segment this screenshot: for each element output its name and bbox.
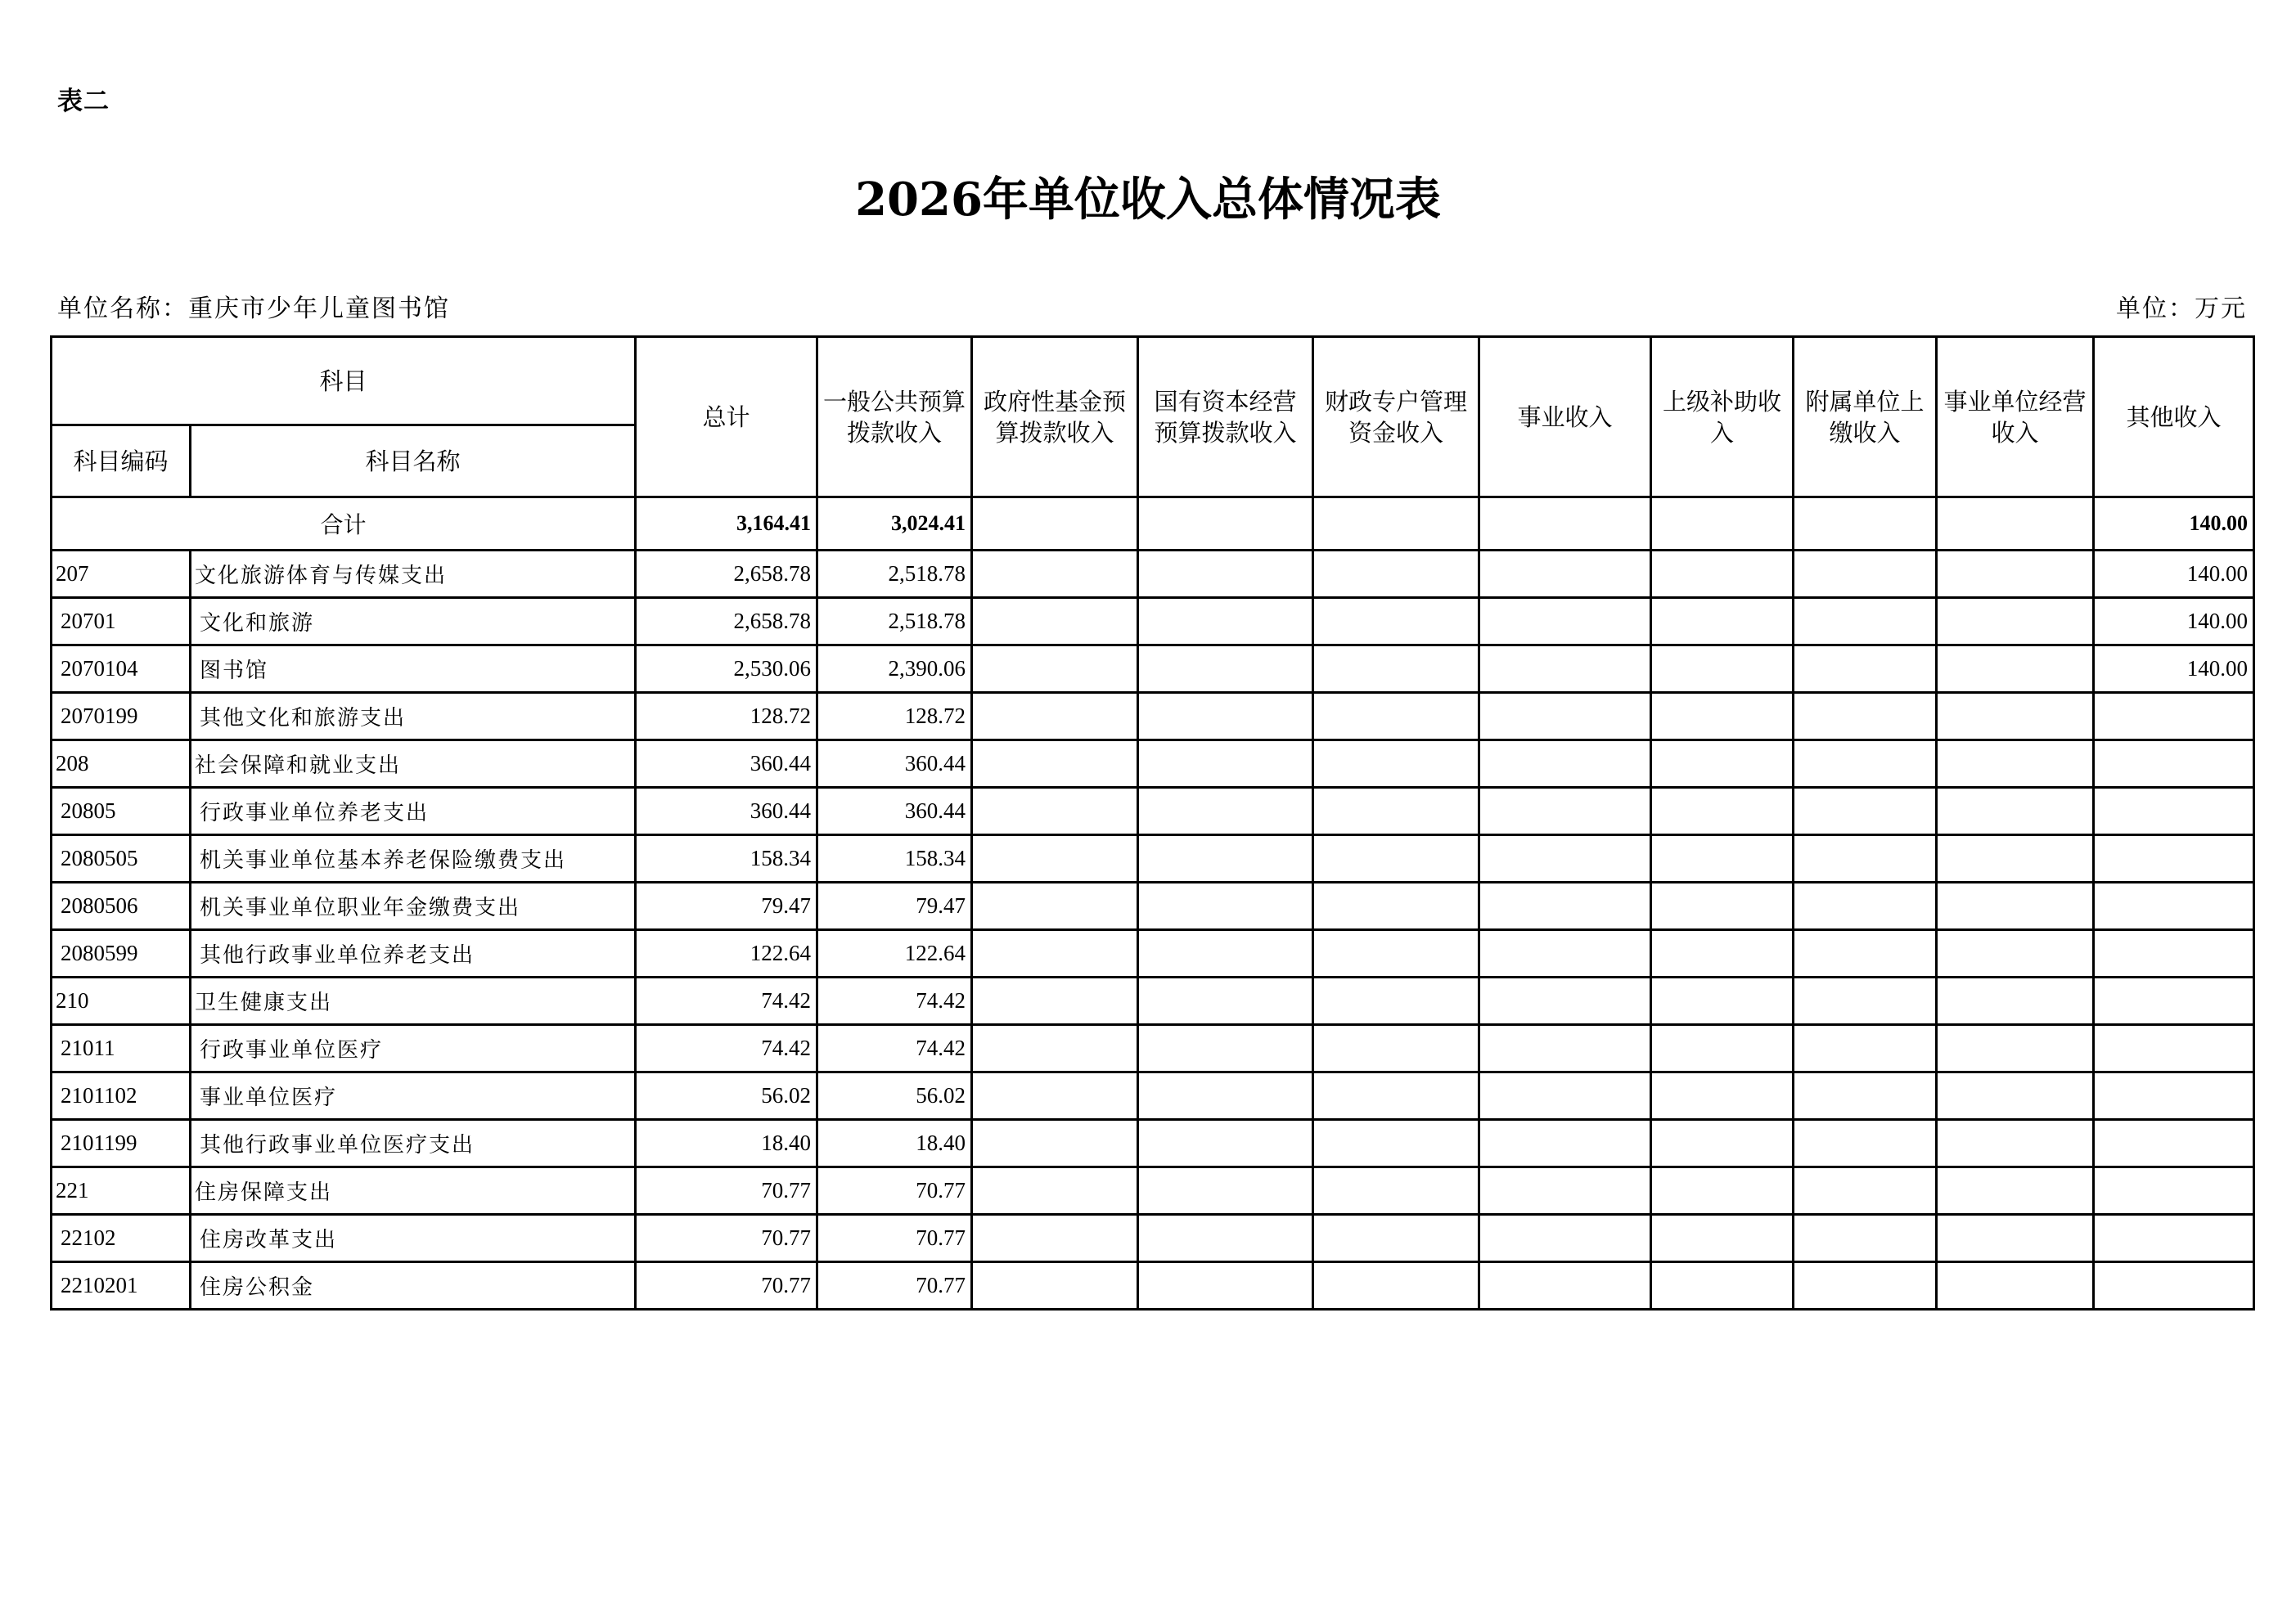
cell-affiliated-income	[1794, 1262, 1937, 1310]
cell-total: 74.42	[636, 978, 817, 1025]
cell-name: 机关事业单位基本养老保险缴费支出	[191, 835, 636, 883]
cell-gov-fund	[972, 930, 1138, 978]
cell-state-capital	[1138, 835, 1313, 883]
cell-operating-income	[1937, 883, 2094, 930]
cell-business-income	[1479, 978, 1651, 1025]
organization-name: 单位名称：重庆市少年儿童图书馆	[57, 294, 450, 323]
cell-business-income	[1479, 883, 1651, 930]
cell-business-income	[1479, 1025, 1651, 1072]
cell-code: 2070104	[52, 645, 191, 693]
cell-superior-subsidy	[1651, 1025, 1794, 1072]
cell-total: 70.77	[636, 1167, 817, 1215]
cell-special-fund	[1313, 645, 1479, 693]
total-label: 合计	[52, 497, 636, 551]
header-affiliated-income: 附属单位上缴收入	[1794, 337, 1937, 497]
cell-other-income: 140.00	[2094, 598, 2254, 645]
cell-general-budget: 56.02	[817, 1072, 972, 1120]
cell-code: 210	[52, 978, 191, 1025]
cell-superior-subsidy	[1651, 598, 1794, 645]
total-cell-affiliated-income	[1794, 497, 1937, 551]
cell-name: 文化和旅游	[191, 598, 636, 645]
cell-operating-income	[1937, 1215, 2094, 1262]
table-row	[52, 930, 2254, 978]
cell-special-fund	[1313, 1215, 1479, 1262]
table-row	[52, 1262, 2254, 1310]
total-cell-total: 3,164.41	[636, 497, 817, 551]
cell-gov-fund	[972, 740, 1138, 788]
cell-operating-income	[1937, 835, 2094, 883]
cell-special-fund	[1313, 1025, 1479, 1072]
cell-general-budget: 70.77	[817, 1215, 972, 1262]
cell-code: 2101199	[52, 1120, 191, 1167]
cell-total: 70.77	[636, 1215, 817, 1262]
cell-business-income	[1479, 1262, 1651, 1310]
cell-total: 122.64	[636, 930, 817, 978]
cell-operating-income	[1937, 1120, 2094, 1167]
cell-other-income	[2094, 693, 2254, 740]
cell-gov-fund	[972, 883, 1138, 930]
cell-superior-subsidy	[1651, 1215, 1794, 1262]
cell-operating-income	[1937, 930, 2094, 978]
cell-business-income	[1479, 788, 1651, 835]
cell-gov-fund	[972, 1072, 1138, 1120]
cell-special-fund	[1313, 1072, 1479, 1120]
cell-superior-subsidy	[1651, 788, 1794, 835]
cell-other-income	[2094, 1072, 2254, 1120]
cell-other-income	[2094, 883, 2254, 930]
cell-operating-income	[1937, 598, 2094, 645]
header-operating-income: 事业单位经营收入	[1937, 337, 2094, 497]
cell-business-income	[1479, 645, 1651, 693]
cell-operating-income	[1937, 1167, 2094, 1215]
cell-total: 18.40	[636, 1120, 817, 1167]
cell-superior-subsidy	[1651, 740, 1794, 788]
cell-other-income	[2094, 788, 2254, 835]
cell-operating-income	[1937, 1025, 2094, 1072]
table-row	[52, 1167, 2254, 1215]
cell-total: 158.34	[636, 835, 817, 883]
cell-code: 208	[52, 740, 191, 788]
cell-total: 128.72	[636, 693, 817, 740]
cell-business-income	[1479, 1072, 1651, 1120]
cell-other-income: 140.00	[2094, 551, 2254, 598]
total-cell-special-fund	[1313, 497, 1479, 551]
cell-superior-subsidy	[1651, 1072, 1794, 1120]
cell-general-budget: 2,390.06	[817, 645, 972, 693]
table-header	[52, 337, 2254, 551]
cell-code: 2210201	[52, 1262, 191, 1310]
header-business-income: 事业收入	[1479, 337, 1651, 497]
header-gov-fund: 政府性基金预算拨款收入	[972, 337, 1138, 497]
cell-gov-fund	[972, 835, 1138, 883]
cell-affiliated-income	[1794, 645, 1937, 693]
cell-general-budget: 122.64	[817, 930, 972, 978]
table-row	[52, 598, 2254, 645]
cell-total: 2,658.78	[636, 598, 817, 645]
cell-gov-fund	[972, 1120, 1138, 1167]
table-number-label: 表二	[57, 87, 110, 116]
table-row	[52, 1025, 2254, 1072]
cell-name: 卫生健康支出	[191, 978, 636, 1025]
cell-operating-income	[1937, 1072, 2094, 1120]
cell-superior-subsidy	[1651, 1167, 1794, 1215]
cell-special-fund	[1313, 788, 1479, 835]
cell-affiliated-income	[1794, 551, 1937, 598]
cell-special-fund	[1313, 693, 1479, 740]
cell-superior-subsidy	[1651, 1120, 1794, 1167]
header-superior-subsidy: 上级补助收入	[1651, 337, 1794, 497]
cell-operating-income	[1937, 1262, 2094, 1310]
cell-code: 2070199	[52, 693, 191, 740]
cell-name: 社会保障和就业支出	[191, 740, 636, 788]
cell-gov-fund	[972, 1262, 1138, 1310]
income-table	[50, 335, 2255, 1311]
cell-superior-subsidy	[1651, 551, 1794, 598]
cell-affiliated-income	[1794, 883, 1937, 930]
cell-code: 2101102	[52, 1072, 191, 1120]
cell-total: 56.02	[636, 1072, 817, 1120]
cell-affiliated-income	[1794, 1072, 1937, 1120]
currency-unit-label: 单位：万元	[2116, 294, 2247, 323]
cell-other-income	[2094, 1120, 2254, 1167]
cell-state-capital	[1138, 1262, 1313, 1310]
cell-general-budget: 18.40	[817, 1120, 972, 1167]
cell-state-capital	[1138, 930, 1313, 978]
cell-affiliated-income	[1794, 835, 1937, 883]
cell-special-fund	[1313, 1262, 1479, 1310]
cell-gov-fund	[972, 1215, 1138, 1262]
cell-total: 360.44	[636, 788, 817, 835]
cell-superior-subsidy	[1651, 930, 1794, 978]
total-cell-state-capital	[1138, 497, 1313, 551]
cell-name: 住房改革支出	[191, 1215, 636, 1262]
cell-special-fund	[1313, 835, 1479, 883]
cell-gov-fund	[972, 1025, 1138, 1072]
cell-name: 住房公积金	[191, 1262, 636, 1310]
cell-code: 22102	[52, 1215, 191, 1262]
cell-gov-fund	[972, 598, 1138, 645]
cell-general-budget: 74.42	[817, 1025, 972, 1072]
cell-gov-fund	[972, 551, 1138, 598]
cell-state-capital	[1138, 598, 1313, 645]
cell-gov-fund	[972, 1167, 1138, 1215]
cell-other-income	[2094, 740, 2254, 788]
cell-affiliated-income	[1794, 1167, 1937, 1215]
cell-special-fund	[1313, 598, 1479, 645]
cell-business-income	[1479, 930, 1651, 978]
total-cell-operating-income	[1937, 497, 2094, 551]
total-cell-general-budget: 3,024.41	[817, 497, 972, 551]
total-row	[52, 497, 2254, 551]
cell-state-capital	[1138, 740, 1313, 788]
cell-other-income	[2094, 1025, 2254, 1072]
table-row	[52, 978, 2254, 1025]
cell-operating-income	[1937, 551, 2094, 598]
table-body	[52, 551, 2254, 1310]
cell-name: 其他行政事业单位医疗支出	[191, 1120, 636, 1167]
cell-name: 事业单位医疗	[191, 1072, 636, 1120]
cell-general-budget: 2,518.78	[817, 551, 972, 598]
cell-total: 2,530.06	[636, 645, 817, 693]
cell-affiliated-income	[1794, 740, 1937, 788]
cell-superior-subsidy	[1651, 645, 1794, 693]
cell-business-income	[1479, 1120, 1651, 1167]
cell-affiliated-income	[1794, 693, 1937, 740]
cell-total: 70.77	[636, 1262, 817, 1310]
header-subject-group: 科目	[52, 337, 636, 425]
cell-general-budget: 158.34	[817, 835, 972, 883]
cell-code: 221	[52, 1167, 191, 1215]
cell-special-fund	[1313, 978, 1479, 1025]
cell-other-income	[2094, 1167, 2254, 1215]
table-row	[52, 740, 2254, 788]
cell-general-budget: 2,518.78	[817, 598, 972, 645]
table-row	[52, 645, 2254, 693]
cell-operating-income	[1937, 978, 2094, 1025]
cell-special-fund	[1313, 1120, 1479, 1167]
cell-gov-fund	[972, 645, 1138, 693]
cell-total: 2,658.78	[636, 551, 817, 598]
cell-business-income	[1479, 551, 1651, 598]
cell-business-income	[1479, 835, 1651, 883]
cell-superior-subsidy	[1651, 978, 1794, 1025]
cell-superior-subsidy	[1651, 835, 1794, 883]
cell-other-income	[2094, 1262, 2254, 1310]
cell-special-fund	[1313, 883, 1479, 930]
table-row	[52, 1120, 2254, 1167]
cell-total: 360.44	[636, 740, 817, 788]
cell-code: 2080505	[52, 835, 191, 883]
cell-state-capital	[1138, 978, 1313, 1025]
cell-general-budget: 70.77	[817, 1262, 972, 1310]
cell-special-fund	[1313, 1167, 1479, 1215]
table-row	[52, 788, 2254, 835]
page-title: 2026年单位收入总体情况表	[855, 173, 1441, 227]
cell-name: 行政事业单位医疗	[191, 1025, 636, 1072]
cell-state-capital	[1138, 1120, 1313, 1167]
cell-affiliated-income	[1794, 1120, 1937, 1167]
table-row	[52, 693, 2254, 740]
cell-other-income	[2094, 1215, 2254, 1262]
cell-total: 79.47	[636, 883, 817, 930]
cell-code: 2080599	[52, 930, 191, 978]
cell-business-income	[1479, 1167, 1651, 1215]
cell-business-income	[1479, 1215, 1651, 1262]
cell-state-capital	[1138, 788, 1313, 835]
cell-general-budget: 360.44	[817, 788, 972, 835]
cell-affiliated-income	[1794, 1025, 1937, 1072]
cell-name: 住房保障支出	[191, 1167, 636, 1215]
cell-state-capital	[1138, 883, 1313, 930]
cell-state-capital	[1138, 1025, 1313, 1072]
cell-state-capital	[1138, 693, 1313, 740]
cell-name: 其他行政事业单位养老支出	[191, 930, 636, 978]
cell-gov-fund	[972, 978, 1138, 1025]
header-total: 总计	[636, 337, 817, 497]
cell-operating-income	[1937, 645, 2094, 693]
cell-other-income	[2094, 978, 2254, 1025]
header-state-capital: 国有资本经营预算拨款收入	[1138, 337, 1313, 497]
cell-other-income	[2094, 930, 2254, 978]
cell-state-capital	[1138, 1215, 1313, 1262]
total-cell-superior-subsidy	[1651, 497, 1794, 551]
cell-operating-income	[1937, 740, 2094, 788]
cell-affiliated-income	[1794, 598, 1937, 645]
cell-affiliated-income	[1794, 930, 1937, 978]
table-row	[52, 1215, 2254, 1262]
cell-general-budget: 128.72	[817, 693, 972, 740]
cell-code: 20805	[52, 788, 191, 835]
cell-other-income	[2094, 835, 2254, 883]
header-subject-code: 科目编码	[52, 425, 191, 497]
cell-superior-subsidy	[1651, 1262, 1794, 1310]
cell-name: 机关事业单位职业年金缴费支出	[191, 883, 636, 930]
cell-superior-subsidy	[1651, 693, 1794, 740]
cell-affiliated-income	[1794, 788, 1937, 835]
cell-general-budget: 79.47	[817, 883, 972, 930]
cell-business-income	[1479, 693, 1651, 740]
cell-gov-fund	[972, 788, 1138, 835]
cell-other-income: 140.00	[2094, 645, 2254, 693]
cell-state-capital	[1138, 1072, 1313, 1120]
cell-superior-subsidy	[1651, 883, 1794, 930]
header-general-budget: 一般公共预算拨款收入	[817, 337, 972, 497]
cell-special-fund	[1313, 930, 1479, 978]
cell-state-capital	[1138, 551, 1313, 598]
table-row	[52, 551, 2254, 598]
cell-business-income	[1479, 740, 1651, 788]
cell-gov-fund	[972, 693, 1138, 740]
table-row	[52, 883, 2254, 930]
table-row	[52, 835, 2254, 883]
cell-name: 图书馆	[191, 645, 636, 693]
cell-name: 行政事业单位养老支出	[191, 788, 636, 835]
cell-state-capital	[1138, 645, 1313, 693]
total-cell-business-income	[1479, 497, 1651, 551]
table-row	[52, 1072, 2254, 1120]
cell-state-capital	[1138, 1167, 1313, 1215]
cell-affiliated-income	[1794, 978, 1937, 1025]
total-cell-gov-fund	[972, 497, 1138, 551]
cell-code: 207	[52, 551, 191, 598]
total-cell-other-income: 140.00	[2094, 497, 2254, 551]
cell-code: 20701	[52, 598, 191, 645]
header-special-fund: 财政专户管理资金收入	[1313, 337, 1479, 497]
cell-name: 文化旅游体育与传媒支出	[191, 551, 636, 598]
cell-general-budget: 360.44	[817, 740, 972, 788]
cell-special-fund	[1313, 551, 1479, 598]
cell-general-budget: 70.77	[817, 1167, 972, 1215]
cell-operating-income	[1937, 693, 2094, 740]
cell-code: 21011	[52, 1025, 191, 1072]
cell-name: 其他文化和旅游支出	[191, 693, 636, 740]
cell-business-income	[1479, 598, 1651, 645]
cell-affiliated-income	[1794, 1215, 1937, 1262]
cell-operating-income	[1937, 788, 2094, 835]
cell-special-fund	[1313, 740, 1479, 788]
header-subject-name: 科目名称	[191, 425, 636, 497]
cell-total: 74.42	[636, 1025, 817, 1072]
cell-general-budget: 74.42	[817, 978, 972, 1025]
cell-code: 2080506	[52, 883, 191, 930]
header-other-income: 其他收入	[2094, 337, 2254, 497]
